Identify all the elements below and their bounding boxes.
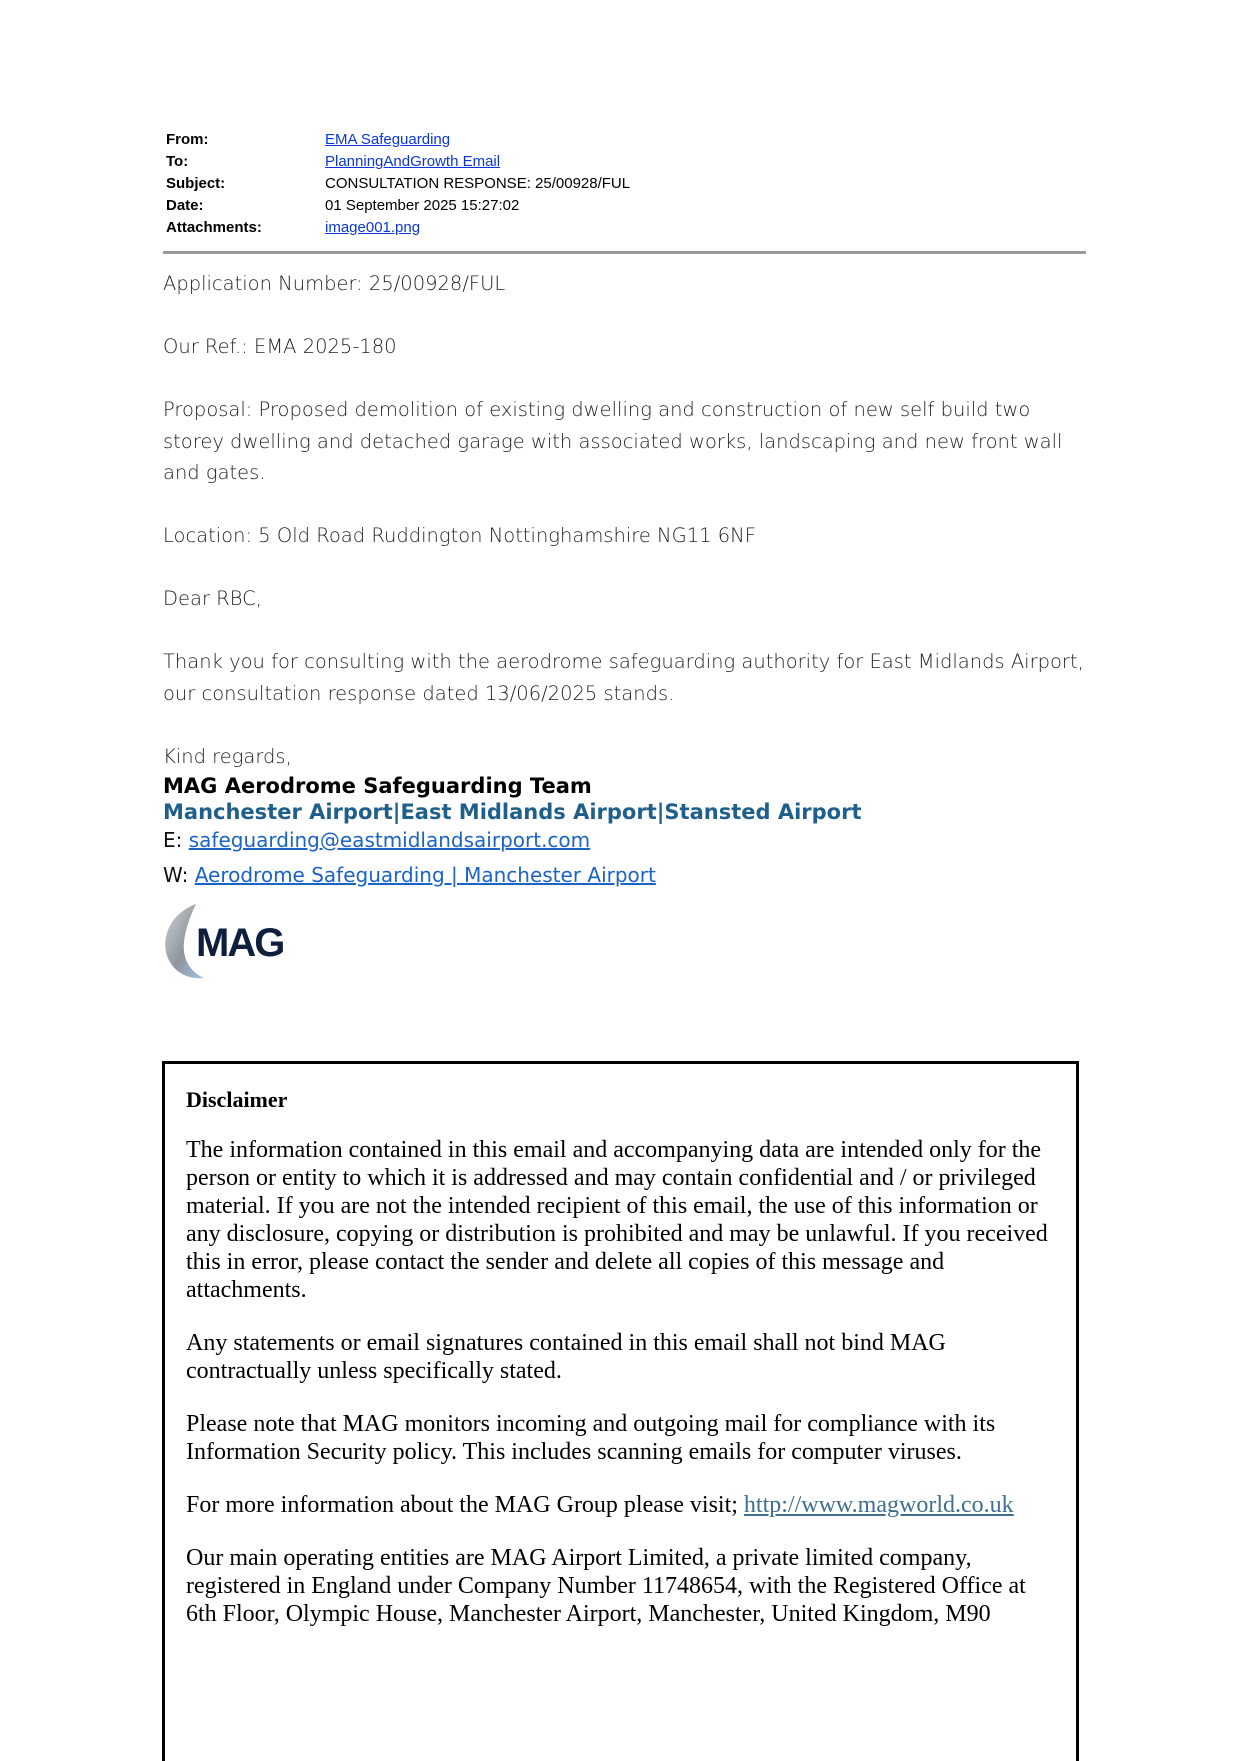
attachments-row (166, 216, 1086, 238)
closing: Kind regards, (163, 744, 292, 768)
email-header (166, 128, 1086, 238)
signature-email-line (163, 825, 1063, 855)
salutation: Dear RBC, (163, 587, 262, 610)
location: Location: 5 Old Road Ruddington Nottinghamshire NG11 6NF (163, 524, 756, 547)
subject-value: CONSULTATION RESPONSE: 25/00928/FUL (325, 174, 631, 192)
to-link[interactable]: PlanningAndGrowth Email (325, 152, 501, 170)
our-ref: Our Ref.: EMA 2025-180 (163, 335, 397, 358)
disclaimer-p5: Our main operating entities are MAG Airport Limited, a private limited company, registered in England under Company Number 11748654, with the Registered Office at 6th Floor, Olympic House, Manchester Airport, Manchester, United Kingdom, M90 (186, 1545, 1026, 1627)
application-number: Application Number: 25/00928/FUL (163, 272, 506, 295)
proposal: Proposal: Proposed demolition of existing dwelling and construction of new self build two storey dwelling and detached garage with associated works, landscaping and new front wall and gates. (163, 398, 1063, 484)
web-prefix: W: (163, 863, 195, 887)
to-row (166, 150, 1086, 172)
date-label: Date: (166, 196, 204, 214)
disclaimer-p4-text: For more information about the MAG Group please visit; (186, 1492, 744, 1518)
date-value: 01 September 2025 15:27:02 (325, 196, 520, 214)
subject-label: Subject: (166, 174, 226, 192)
header-divider (163, 251, 1086, 254)
signature-airports: Manchester Airport|East Midlands Airport|Stansted Airport (163, 800, 862, 824)
email-link[interactable]: safeguarding@eastmidlandsairport.com (188, 828, 591, 852)
disclaimer-title: Disclaimer (186, 1087, 288, 1112)
email-prefix: E: (163, 828, 189, 852)
mag-logo (162, 902, 292, 980)
disclaimer-p3: Please note that MAG monitors incoming and outgoing mail for compliance with its Information Security policy. This includes scanning emails for computer viruses. (186, 1411, 996, 1465)
to-label: To: (166, 152, 189, 170)
web-link[interactable]: Aerodrome Safeguarding | Manchester Airport (194, 863, 656, 887)
logo-text: MAG (196, 921, 284, 965)
signature-web-line (163, 860, 1063, 890)
disclaimer-p1: The information contained in this email and accompanying data are intended only for the person or entity to which it is addressed and may contain confidential and / or privileged material. If you are not the intended recipient of this email, the use of this information or any disclosure, copying or distribution is prohibited and may be unlawful. If you received this in error, please contact the sender and delete all copies of this message and attachments. (186, 1137, 1048, 1303)
attachments-label: Attachments: (166, 218, 262, 236)
subject-row (166, 172, 1086, 194)
email-body (163, 268, 1093, 804)
attachment-link[interactable]: image001.png (325, 218, 421, 236)
disclaimer-box (162, 1061, 1079, 1761)
date-row (166, 194, 1086, 216)
magworld-link[interactable]: http://www.magworld.co.uk (743, 1492, 1014, 1518)
disclaimer-p4 (186, 1491, 1056, 1519)
message: Thank you for consulting with the aerodrome safeguarding authority for East Midlands Airport, our consultation response dated 13/06/2025 stands. (163, 650, 1084, 705)
disclaimer-p2: Any statements or email signatures contained in this email shall not bind MAG contractually unless specifically stated. (186, 1330, 946, 1384)
from-label: From: (166, 130, 209, 148)
from-row (166, 128, 1086, 150)
from-link[interactable]: EMA Safeguarding (325, 130, 451, 148)
signature (163, 773, 1063, 890)
signature-team: MAG Aerodrome Safeguarding Team (163, 774, 592, 798)
